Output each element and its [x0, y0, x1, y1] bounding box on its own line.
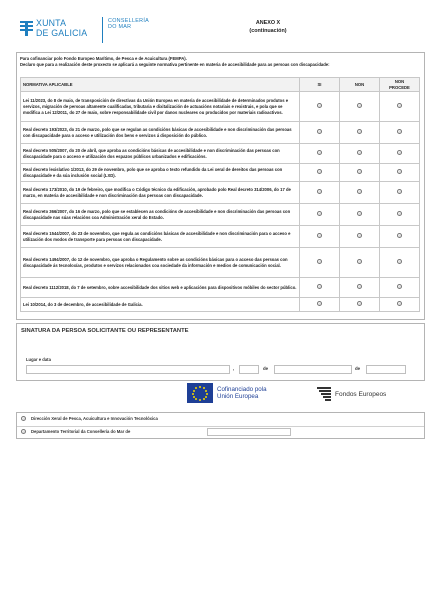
divider — [17, 426, 424, 427]
table-row — [21, 122, 420, 144]
table-row — [21, 226, 420, 248]
table-header-row — [21, 78, 420, 92]
regulation-text: Real decreto 193/2023, do 21 de marzo, polo que se regulan as condicións básicas de accesibilidade e non discriminación das persoas con discapacidade para o acceso e utilización dos bens e servizos á disposición do público. — [21, 122, 300, 144]
cofinanciado-label: Cofinanciado pola Unión Europea — [217, 386, 267, 401]
intro-text — [20, 56, 420, 69]
place-input[interactable] — [26, 365, 230, 374]
accessibility-section — [16, 52, 425, 320]
anexo-heading — [218, 20, 318, 35]
radio-si[interactable] — [317, 284, 322, 289]
regulation-text: Real decreto 505/2007, do 20 de abril, que aproba as condicións básicas de accesibilidade e non discriminación das persoas con discapacidade para o acceso e utilización dos espazos públicos urbanizados e edificacións. — [21, 144, 300, 164]
radio-non-procede[interactable] — [397, 129, 402, 134]
destination-section — [16, 412, 425, 439]
radio-non[interactable] — [357, 211, 362, 216]
radio-non-procede[interactable] — [397, 150, 402, 155]
regulation-text: Real decreto 1544/2007, do 23 de novembro, que regula as condicións básicas de accesibilidade e non discriminación para o acceso e utilización dos modos de transporte para persoas con discapacidade. — [21, 226, 300, 248]
table-row — [21, 182, 420, 204]
table-row — [21, 278, 420, 298]
year-input[interactable] — [366, 365, 406, 374]
territorial-department-input[interactable] — [207, 428, 291, 436]
table-row — [21, 164, 420, 182]
radio-non[interactable] — [357, 284, 362, 289]
fondos-europeos-label: Fondos Europeos — [335, 391, 387, 398]
radio-non[interactable] — [357, 233, 362, 238]
radio-non[interactable] — [357, 150, 362, 155]
regulation-text: Real decreto 1112/2018, do 7 de setembro, sobre accesibilidade dos sitios web e aplicacións para dispositivos móbiles do sector público. — [21, 278, 300, 298]
regulation-text: Real decreto 1494/2007, do 12 de novembro, que aproba o Regulamento sobre as condicións básicas para o acceso das persoas con discapacidade ás tecnoloxías, produtos e servizos relacionados coa sociedade da información e medios de comunicación social. — [21, 248, 300, 278]
radio-non-procede[interactable] — [397, 233, 402, 238]
radio-non-procede[interactable] — [397, 169, 402, 174]
anexo-subtitle: (continuación) — [249, 27, 287, 34]
regulation-text: Real decreto lexislativo 1/2013, do 29 de novembro, polo que se aproba o texto refundido da Lei xeral de dereitos das persoas con discapacidade e da súa inclusión social (LXD). — [21, 164, 300, 182]
logo-divider — [102, 17, 103, 43]
signature-section — [16, 323, 425, 381]
radio-non-procede[interactable] — [397, 284, 402, 289]
conselleria-wordmark: CONSELLERÍA DO MAR — [108, 18, 150, 31]
destination-option-1[interactable]: Dirección Xeral de Pesca, Acuicultura e Innovación Tecnolóxica — [21, 416, 158, 421]
radio-si[interactable] — [317, 259, 322, 264]
radio-si[interactable] — [317, 233, 322, 238]
radio-si[interactable] — [317, 103, 322, 108]
date-de-label-2: de — [355, 366, 361, 371]
radio-non-procede[interactable] — [397, 211, 402, 216]
regulations-table — [20, 77, 420, 312]
radio-si[interactable] — [317, 301, 322, 306]
table-row — [21, 298, 420, 312]
regulation-text: Lei 10/2014, do 3 de decembro, de accesibilidade de Galicia. — [21, 298, 300, 312]
date-separator-comma: , — [233, 366, 235, 371]
radio-si[interactable] — [317, 150, 322, 155]
xunta-logo — [20, 19, 100, 45]
radio-non[interactable] — [357, 301, 362, 306]
eu-flag-icon — [187, 383, 213, 403]
xunta-emblem-icon — [20, 21, 33, 36]
month-input[interactable] — [274, 365, 352, 374]
header-non: NON — [340, 78, 380, 92]
radio-non-procede[interactable] — [397, 189, 402, 194]
radio-non[interactable] — [357, 169, 362, 174]
radio-si[interactable] — [317, 129, 322, 134]
xunta-wordmark: XUNTA DE GALICIA — [36, 18, 88, 38]
date-de-label-1: de — [263, 366, 269, 371]
radio-si[interactable] — [317, 189, 322, 194]
header-si: SI — [300, 78, 340, 92]
radio-non[interactable] — [357, 129, 362, 134]
radio-non[interactable] — [357, 103, 362, 108]
radio-non[interactable] — [357, 189, 362, 194]
regulation-text: Lei 11/2023, do 8 de maio, de transposición de directivas da Unión Europea en materia de accesibilidade de determinados produtos e servizos, migración de persoas altamente cualificadas, tributaria e dixitalización de actuacións notariais e rexistrais, e pola que se modifica a Lei 12/2011, do 27 de maio, sobre responsabilidade civil por danos nucleares ou producidos por materiais radioactivos. — [21, 92, 300, 122]
anexo-title: ANEXO X — [255, 20, 281, 26]
table-row — [21, 92, 420, 122]
radio-destination-2[interactable] — [21, 429, 26, 434]
regulation-text: Real decreto 173/2010, do 19 de febreiro, que modifica o Código técnico da edificación, aprobado polo Real decreto 314/2006, do 17 de marzo, en materia de accesibilidade e non discriminación das persoas con discapacidade. — [21, 182, 300, 204]
place-date-label: Lugar e data — [26, 357, 51, 362]
header — [20, 17, 420, 47]
radio-destination-1[interactable] — [21, 416, 26, 421]
radio-non-procede[interactable] — [397, 259, 402, 264]
header-normativa: NORMATIVA APLICABLE — [21, 78, 300, 92]
table-row — [21, 248, 420, 278]
header-non-procede: NON PROCEDE — [380, 78, 420, 92]
signature-title: SINATURA DA PERSOA SOLICITANTE OU REPRESENTANTE — [21, 328, 189, 334]
intro-line-2: Declaro que para a realización deste proxecto se aplicará a seguinte normativa pertinente en materia de accesibilidade para as persoas con discapacidade: — [20, 62, 330, 68]
regulation-text: Real decreto 366/2007, do 16 de marzo, polo que se establecen as condicións de accesibilidade e non discriminación das persoas con discapacidade nas súas relacións coa Administración xeral do Estado. — [21, 204, 300, 226]
radio-non[interactable] — [357, 259, 362, 264]
day-input[interactable] — [239, 365, 259, 374]
intro-line-1: Para cofinanciar polo Fondo Europeo Marítimo, de Pesca e de Acuicultura (FEMPA). — [20, 56, 187, 61]
radio-si[interactable] — [317, 169, 322, 174]
table-row — [21, 144, 420, 164]
destination-option-2[interactable]: Departamento Territorial da Consellería do Mar de — [21, 429, 130, 434]
radio-non-procede[interactable] — [397, 301, 402, 306]
table-row — [21, 204, 420, 226]
radio-non-procede[interactable] — [397, 103, 402, 108]
radio-si[interactable] — [317, 211, 322, 216]
fondos-europeos-icon — [317, 387, 331, 401]
